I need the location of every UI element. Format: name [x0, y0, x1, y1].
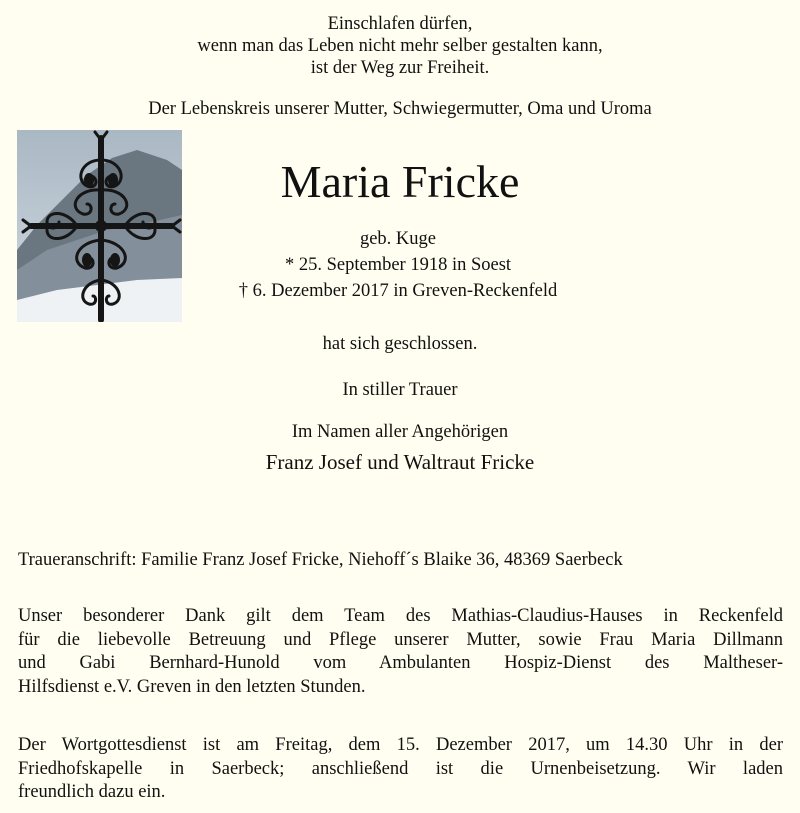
thanks-line: Unser besonderer Dank gilt dem Team des Mathias-Claudius-Hauses in Reckenfeld — [18, 606, 783, 626]
service-paragraph — [18, 734, 783, 805]
poem-line: ist der Weg zur Freiheit. — [310, 58, 490, 78]
poem-line: wenn man das Leben nicht mehr selber gestalten kann, — [197, 36, 603, 56]
life-dates — [178, 226, 618, 304]
intro-line: Der Lebenskreis unserer Mutter, Schwiegermutter, Oma und Uroma — [148, 99, 652, 119]
poem-line: Einschlafen dürfen, — [327, 14, 473, 34]
thanks-paragraph — [18, 605, 783, 699]
on-behalf-line: Im Namen aller Angehörigen — [291, 422, 509, 442]
deceased-name: Maria Fricke — [280, 156, 520, 207]
thanks-line: und Gabi Bernhard-Hunold vom Ambulanten Hospiz-Dienst des Maltheser- — [18, 653, 783, 673]
family-names: Franz Josef und Waltraut Fricke — [265, 450, 535, 474]
service-line: Der Wortgottesdienst ist am Freitag, dem 15. Dezember 2017, um 14.30 Uhr in der — [18, 735, 783, 755]
mourning-line: In stiller Trauer — [342, 380, 458, 400]
service-line: Friedhofskapelle in Saerbeck; anschließend ist die Urnenbeisetzung. Wir laden — [18, 758, 783, 779]
birth-date: * 25. September 1918 in Soest — [284, 255, 512, 275]
thanks-line: Hilfsdienst e.V. Greven in den letzten Stunden. — [18, 676, 366, 697]
mourning-address: Traueranschrift: Familie Franz Josef Fricke, Niehoff´s Blaike 36, 48369 Saerbeck — [18, 550, 623, 570]
thanks-line: für die liebevolle Betreuung und Pflege unserer Mutter, sowie Frau Maria Dillmann — [18, 629, 783, 650]
death-date: † 6. Dezember 2017 in Greven-Reckenfeld — [238, 281, 558, 301]
service-line: freundlich dazu ein. — [18, 782, 166, 802]
poem — [0, 13, 800, 79]
closed-line: hat sich geschlossen. — [322, 334, 478, 354]
birth-name: geb. Kuge — [359, 229, 437, 249]
